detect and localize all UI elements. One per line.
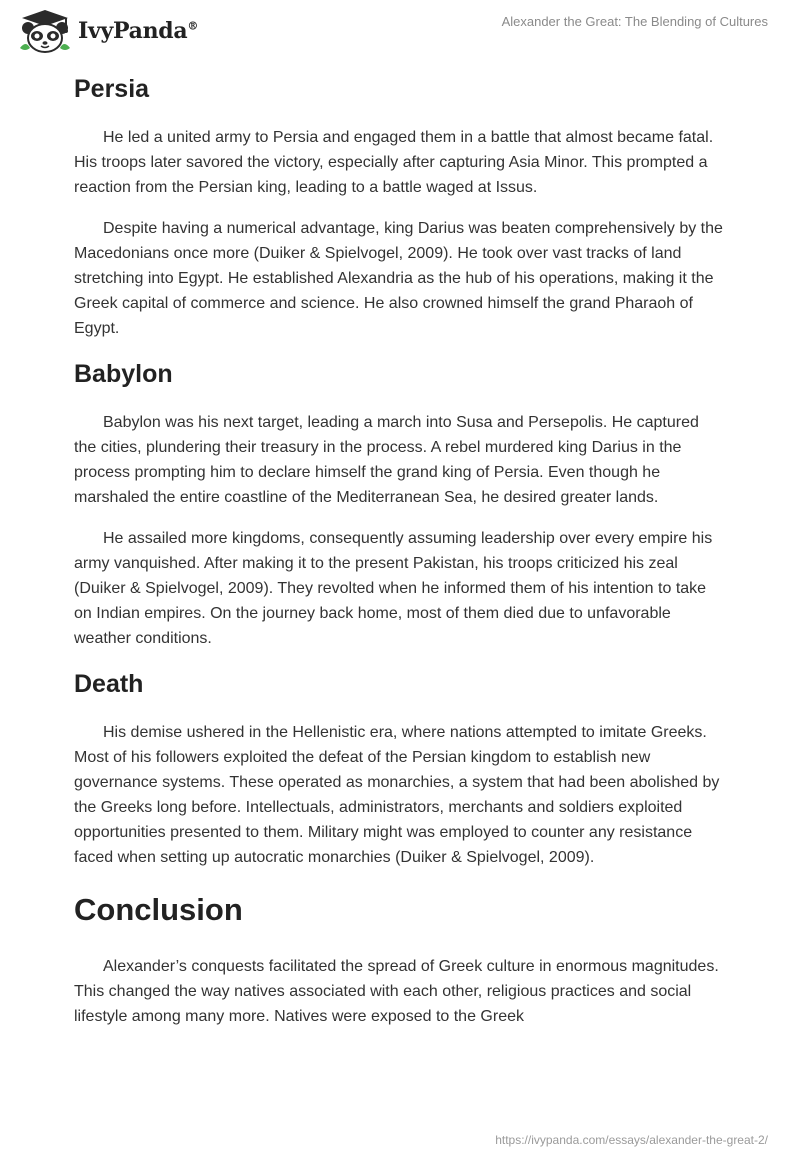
source-url[interactable]: https://ivypanda.com/essays/alexander-the-great-2/ [495,1133,768,1147]
document-title: Alexander the Great: The Blending of Cultures [501,14,768,29]
paragraph: Alexander’s conquests facilitated the spread of Greek culture in enormous magnitudes. This changed the way natives associated with each other, religious practices and social lifestyle among many more. Natives were exposed to the Greek [74,958,719,1025]
registered-mark: ® [187,19,199,33]
section-persia [74,74,724,341]
section-death [74,669,724,870]
paragraph: Babylon was his next target, leading a march into Susa and Persepolis. He captured the cities, plundering their treasury in the process. A rebel murdered king Darius in the process prompting him to declare himself the grand king of Persia. Even though he marshaled the entire coastline of the Mediterranean Sea, he desired greater lands. [74,414,699,506]
conclusion-heading: Conclusion [74,892,243,927]
section-babylon [74,359,724,651]
panda-graduation-cap-icon [16,8,74,54]
section-conclusion [74,891,724,1029]
section-heading: Babylon [74,360,173,388]
paragraph: He led a united army to Persia and engaged them in a battle that almost became fatal. His troops later savored the victory, especially after capturing Asia Minor. This prompted a reaction from the Persian king, leading to a battle waged at Issus. [74,129,714,196]
page-header [0,0,800,60]
section-heading: Persia [74,75,150,103]
essay-body [74,66,724,1029]
paragraph: Despite having a numerical advantage, king Darius was beaten comprehensively by the Macedonians once more (Duiker & Spielvogel, 2009). He took over vast tracks of land stretching into Egypt. He established Alexandria as the hub of his operations, making it the Greek capital of commerce and science. He also crowned himself the grand Pharaoh of Egypt. [74,220,723,337]
paragraph: He assailed more kingdoms, consequently assuming leadership over every empire his army vanquished. After making it to the present Pakistan, his troops criticized his zeal (Duiker & Spielvogel, 2009). They revolted when he informed them of his intention to take on Indian empires. On the journey back home, most of them died due to unfavorable weather conditions. [74,530,713,647]
paragraph: His demise ushered in the Hellenistic era, where nations attempted to imitate Greeks. Most of his followers exploited the defeat of the Persian kingdom to establish new governance systems. These operated as monarchies, a system that had been abolished by the Greeks long before. Intellectuals, administrators, merchants and soldiers exploited opportunities presented to them. Military might was employed to counter any resistance faced when setting up autocratic monarchies (Duiker & Spielvogel, 2009). [74,724,720,866]
brand-name: IvyPanda® [78,18,199,44]
section-heading: Death [74,670,144,698]
brand-logo[interactable] [16,8,198,54]
